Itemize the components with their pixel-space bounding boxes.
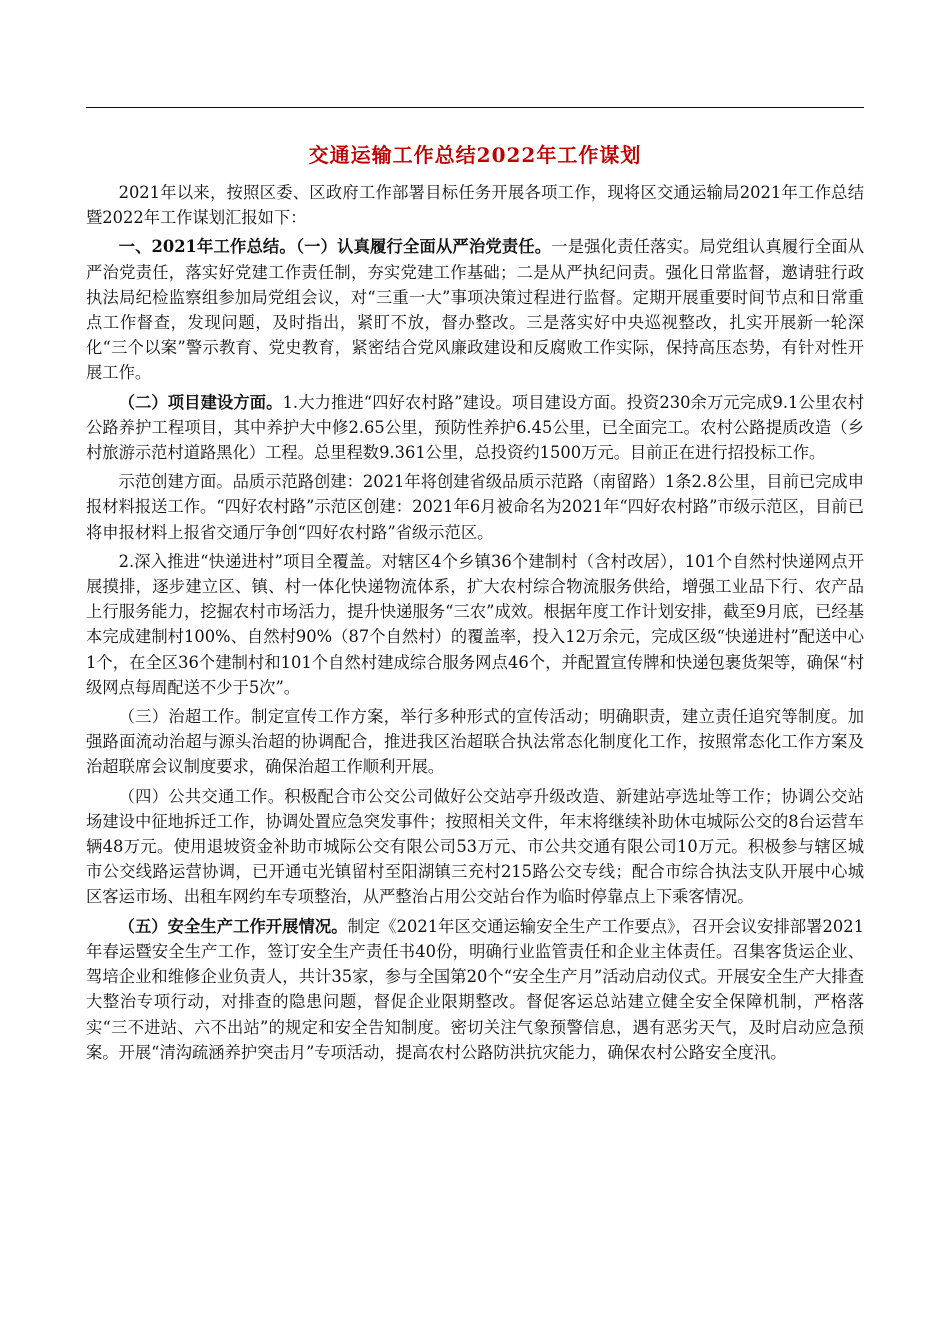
paragraph-safety-production	[86, 914, 864, 1065]
paragraph-heading: （五）安全生产工作开展情况。	[118, 916, 348, 936]
paragraph-text: 示范创建方面。品质示范路创建：2021年将创建省级品质示范路（南留路）1条2.8公里，目前已完成申报材料报送工作。“四好农村路”示范区创建：2021年6月被命名为2021年“四好农村路”市级示范区，目前已将申报材料上报省交通厅争创“四好农村路”省级示范区。	[86, 472, 864, 542]
paragraph-overload-control	[86, 704, 864, 780]
paragraph-text: （三）治超工作。制定宣传工作方案，举行多种形式的宣传活动；明确职责，建立责任追究等制度。加强路面流动治超与源头治超的协调配合，推进我区治超联合执法常态化制度化工作，按照常态化工作方案及治超联席会议制度要求，确保治超工作顺利开展。	[86, 707, 864, 777]
document-body	[86, 180, 864, 1065]
paragraph-party-responsibility	[86, 234, 864, 385]
paragraph-text: 制定《2021年区交通运输安全生产工作要点》，召开会议安排部署2021年春运暨安全生产工作，签订安全生产责任书40份，明确行业监管责任和企业主体责任。召集客货运企业、驾培企业和维修企业负责人，共计35家，参与全国第20个“安全生产月”活动启动仪式。开展安全生产大排查大整治专项行动，对排查的隐患问题，督促企业限期整改。督促客运总站建立健全安全保障机制，严格落实“三不进站、六不出站”的规定和安全告知制度。密切关注气象预警信息，遇有恶劣天气，及时启动应急预案。开展“清沟疏涵养护突击月”专项活动，提高农村公路防洪抗灾能力，确保农村公路安全度汛。	[86, 916, 864, 1062]
paragraph-intro	[86, 180, 864, 230]
paragraph-text: （四）公共交通工作。积极配合市公交公司做好公交站亭升级改造、新建站亭选址等工作；协调公交站场建设中征地拆迁工作，协调处置应急突发事件；按照相关文件，年末将继续补助休屯城际公交的8台运营车辆48万元。使用退坡资金补助市城际公交有限公司53万元、市公共交通有限公司10万元。积极参与辖区城市公交线路运营协调，已开通屯光镇留村至阳湖镇三充村215路公交专线；配合市综合执法支队开展中心城区客运市场、出租车网约车专项整治，从严整治占用公交站台作为临时停靠点上下乘客情况。	[86, 786, 864, 907]
paragraph-project-construction	[86, 390, 864, 466]
paragraph-text: 1.大力推进“四好农村路”建设。项目建设方面。投资230余万元完成9.1公里农村公路养护工程项目，其中养护大中修2.65公里，预防性养护6.45公里，已全面完工。农村公路提质改造（乡村旅游示范村道路黑化）工程。总里程数9.361公里，总投资约1500万元。目前正在进行招投标工作。	[86, 392, 864, 463]
document-title: 交通运输工作总结2022年工作谋划	[308, 143, 642, 167]
header-rule	[86, 107, 864, 108]
paragraph-text: 一是强化责任落实。局党组认真履行全面从严治党责任，落实好党建工作责任制，夯实党建工作基础；二是从严执纪问责。强化日常监督，邀请驻行政执法局纪检监察组参加局党组会议，对“三重一大”事项决策过程进行监督。定期开展重要时间节点和日常重点工作督查，发现问题，及时指出，紧盯不放，督办整改。三是落实好中央巡视整改，扎实开展新一轮深化“三个以案”警示教育、党史教育，紧密结合党风廉政建设和反腐败工作实际，保持高压态势，有针对性开展工作。	[86, 237, 864, 383]
paragraph-text: 2.深入推进“快递进村”项目全覆盖。对辖区4个乡镇36个建制村（含村改居），101个自然村快递网点开展摸排，逐步建立区、镇、村一体化快递物流体系，扩大农村综合物流服务供给，增强工业品下行、农产品上行服务能力，挖掘农村市场活力，提升快递服务“三农”成效。根据年度工作计划安排，截至9月底，已经基本完成建制村100%、自然村90%（87个自然村）的覆盖率，投入12万余元，完成区级“快递进村”配送中心1个，在全区36个建制村和101个自然村建成综合服务网点46个，并配置宣传牌和快递包裹货架等，确保“村级网点每周配送不少于5次”。	[86, 551, 864, 697]
paragraph-public-transport	[86, 784, 864, 910]
paragraph-heading: （二）项目建设方面。	[118, 392, 283, 412]
paragraph-demonstration	[86, 469, 864, 545]
paragraph-heading: 一、2021年工作总结。（一）认真履行全面从严治党责任。	[118, 237, 552, 257]
paragraph-express-delivery	[86, 549, 864, 700]
paragraph-text: 2021年以来，按照区委、区政府工作部署目标任务开展各项工作，现将区交通运输局2021年工作总结暨2022年工作谋划汇报如下：	[86, 183, 864, 228]
